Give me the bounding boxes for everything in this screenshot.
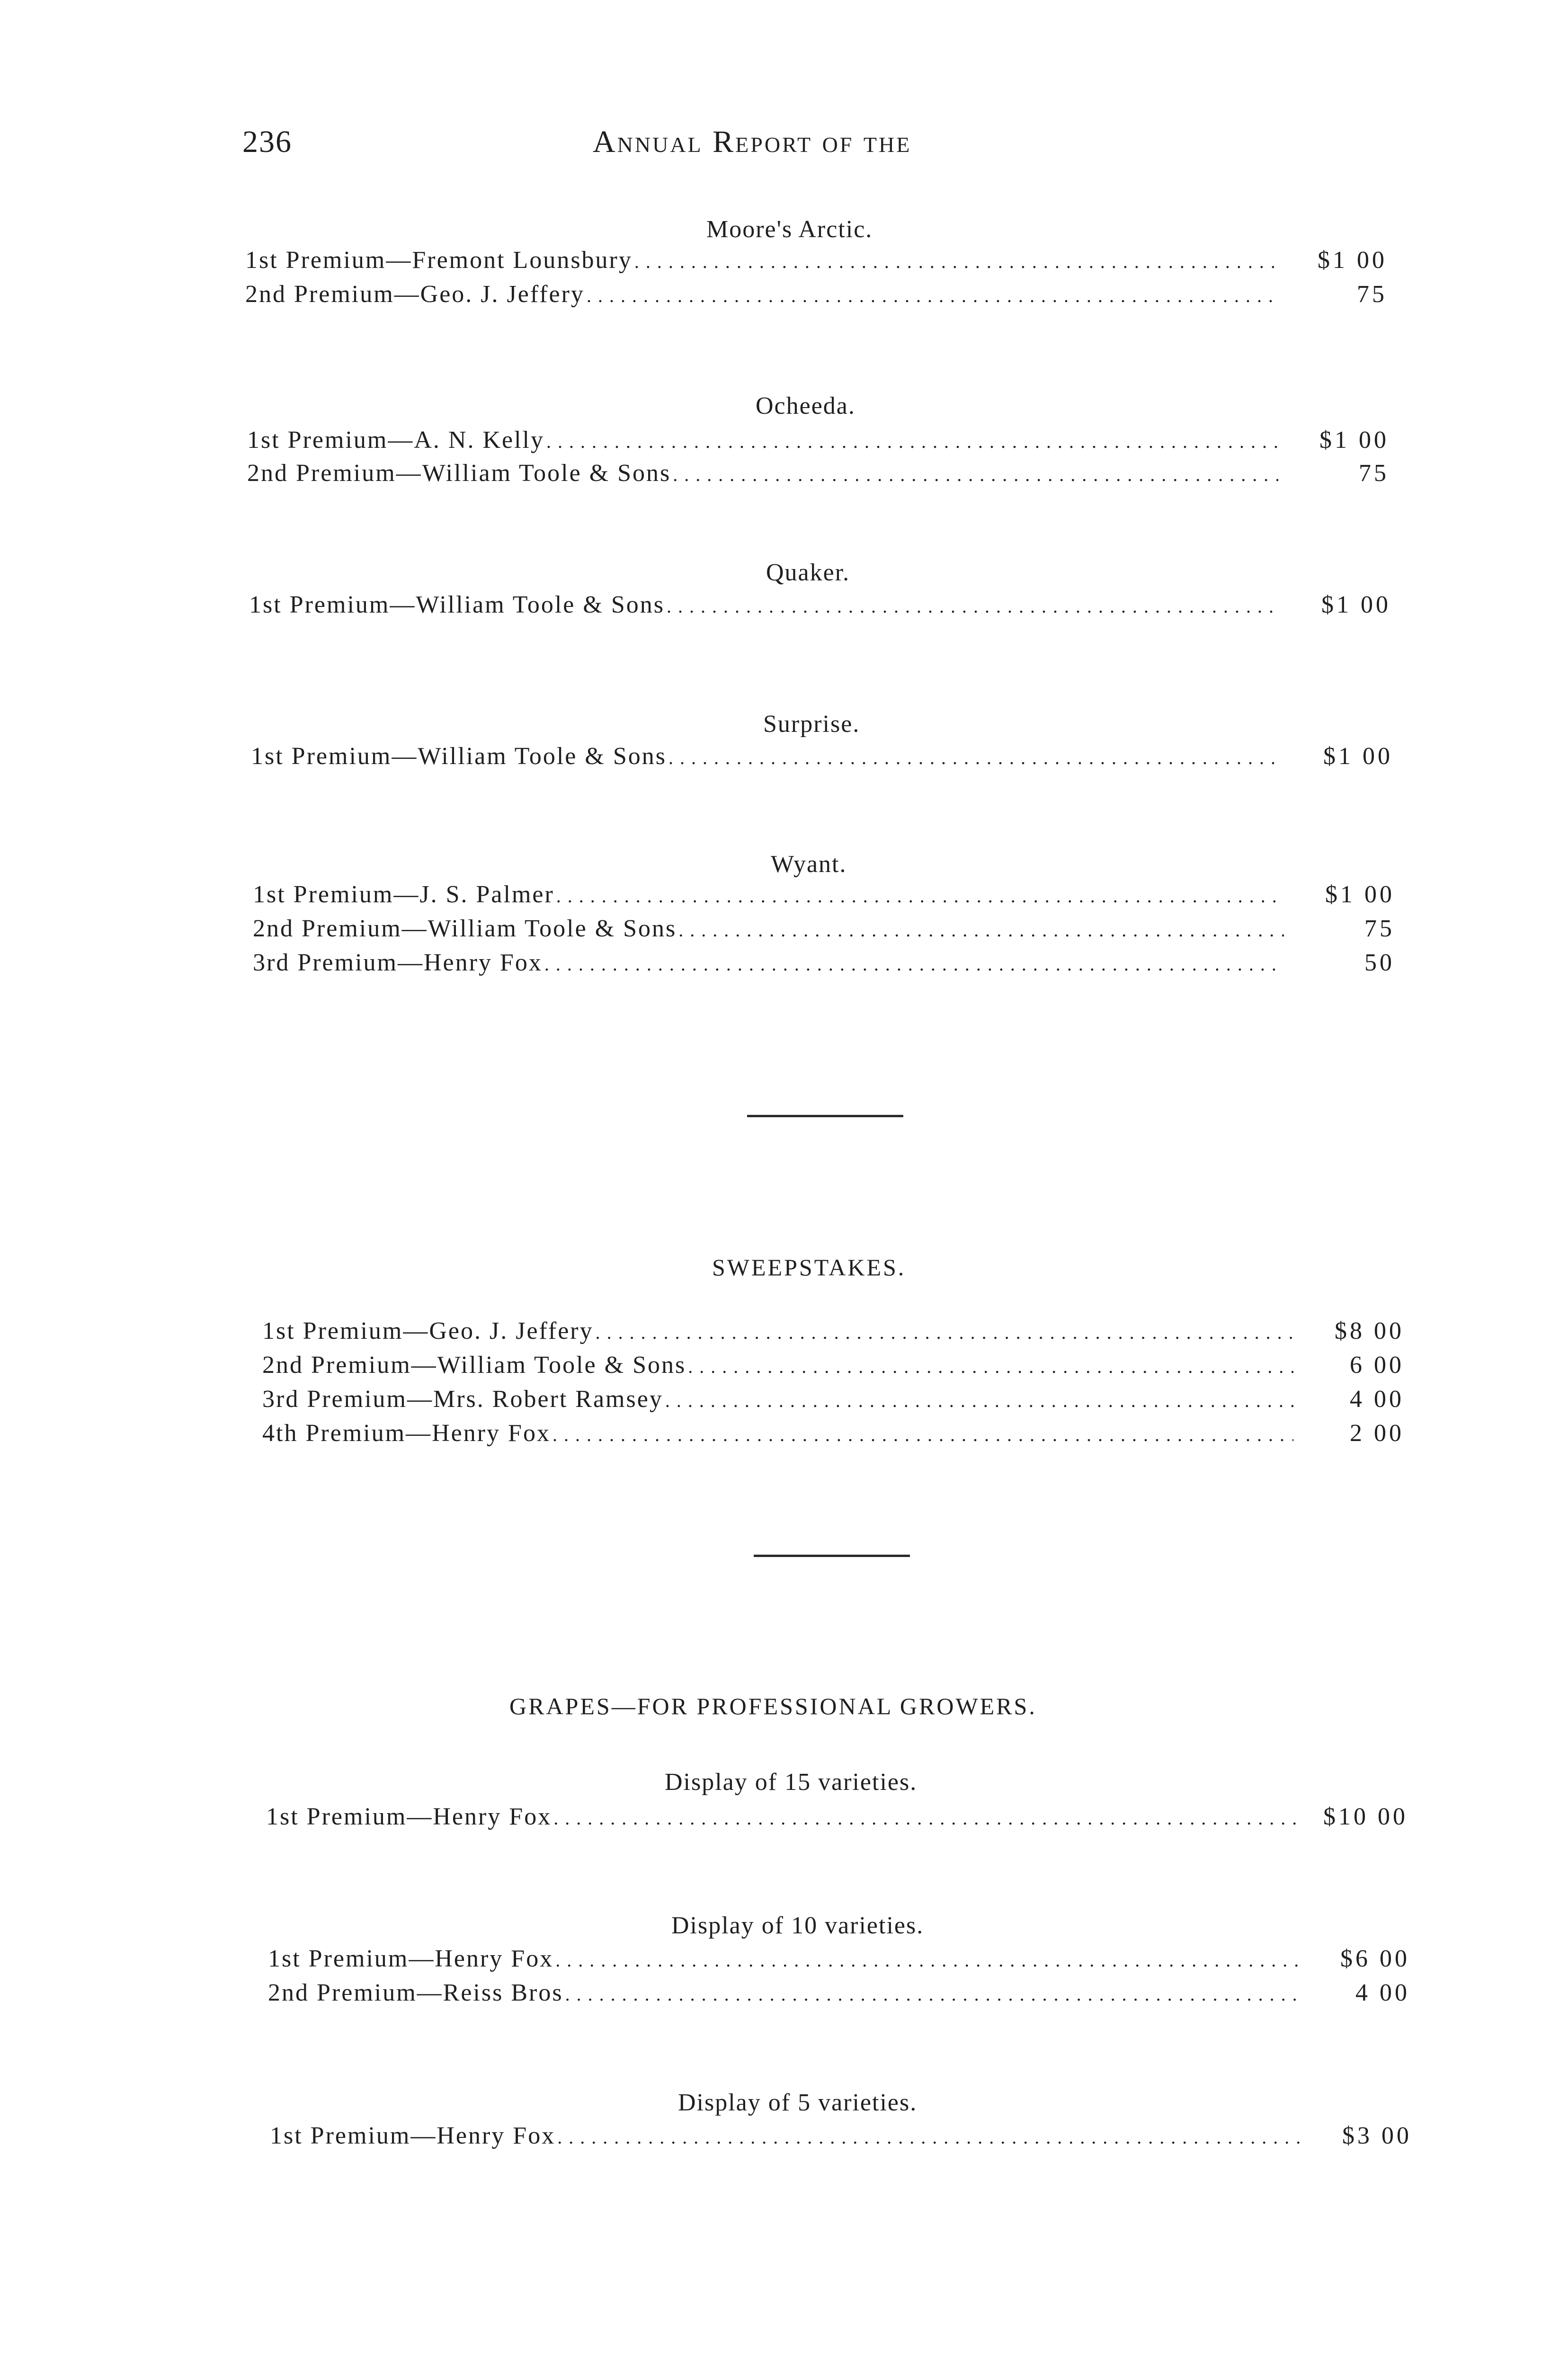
premium-row bbox=[268, 1945, 1410, 1978]
premium-amount: $1 00 bbox=[1321, 591, 1391, 618]
premium-row bbox=[245, 280, 1387, 313]
premium-label: 1st Premium—J. S. Palmer bbox=[253, 881, 554, 908]
leader-dots bbox=[668, 747, 1282, 769]
leader-dots bbox=[665, 1389, 1293, 1412]
premium-label: 1st Premium—Fremont Lounsbury bbox=[245, 247, 633, 274]
leader-dots bbox=[688, 1355, 1293, 1378]
leader-dots bbox=[673, 463, 1278, 486]
section-heading-moores-arctic: Moore's Arctic. bbox=[706, 216, 873, 243]
premium-row bbox=[247, 459, 1389, 492]
leader-dots bbox=[555, 1949, 1299, 1971]
premium-amount: 6 00 bbox=[1350, 1352, 1404, 1379]
premium-amount: $6 00 bbox=[1340, 1945, 1410, 1972]
leader-dots bbox=[634, 250, 1276, 273]
premium-amount: $3 00 bbox=[1342, 2122, 1412, 2149]
leader-dots bbox=[557, 2126, 1301, 2148]
premium-amount: $1 00 bbox=[1323, 743, 1393, 770]
premium-row bbox=[247, 426, 1389, 459]
premium-label: 2nd Premium—William Toole & Sons bbox=[262, 1352, 686, 1379]
premium-amount: 75 bbox=[1359, 460, 1389, 487]
premium-label: 2nd Premium—William Toole & Sons bbox=[247, 460, 671, 487]
premium-row bbox=[270, 2122, 1412, 2155]
premium-row bbox=[262, 1385, 1404, 1418]
premium-row bbox=[262, 1351, 1404, 1384]
section-heading-quaker: Quaker. bbox=[766, 559, 850, 586]
premium-amount: $1 00 bbox=[1319, 427, 1389, 454]
leader-dots bbox=[587, 285, 1276, 307]
premium-row bbox=[253, 915, 1395, 948]
premium-amount: $10 00 bbox=[1323, 1803, 1408, 1830]
premium-amount: $8 00 bbox=[1335, 1317, 1404, 1344]
premium-row bbox=[253, 949, 1395, 982]
leader-dots bbox=[667, 595, 1280, 617]
premium-label: 1st Premium—Henry Fox bbox=[268, 1945, 554, 1972]
premium-amount: 4 00 bbox=[1350, 1386, 1404, 1413]
section-divider bbox=[747, 1115, 903, 1117]
premium-amount: 75 bbox=[1357, 281, 1387, 308]
premium-row bbox=[268, 1979, 1410, 2012]
premium-amount: 4 00 bbox=[1355, 1979, 1410, 2006]
premium-amount: 50 bbox=[1364, 949, 1395, 976]
premium-row bbox=[262, 1419, 1404, 1452]
premium-label: 2nd Premium—Geo. J. Jeffery bbox=[245, 281, 585, 308]
premium-label: 1st Premium—Henry Fox bbox=[270, 2122, 556, 2149]
premium-label: 1st Premium—Henry Fox bbox=[266, 1803, 552, 1830]
leader-dots bbox=[546, 430, 1278, 453]
premium-label: 3rd Premium—Henry Fox bbox=[253, 949, 543, 976]
page-number: 236 bbox=[242, 125, 292, 159]
leader-dots bbox=[556, 885, 1284, 907]
section-heading-sweepstakes: SWEEPSTAKES. bbox=[712, 1254, 906, 1281]
leader-dots bbox=[553, 1807, 1297, 1829]
premium-label: 3rd Premium—Mrs. Robert Ramsey bbox=[262, 1386, 663, 1413]
subsection-heading-5-varieties: Display of 5 varieties. bbox=[678, 2089, 918, 2116]
premium-label: 1st Premium—William Toole & Sons bbox=[251, 743, 667, 770]
premium-amount: $1 00 bbox=[1318, 247, 1387, 274]
running-head: Annual Report of the bbox=[593, 125, 912, 159]
leader-dots bbox=[552, 1424, 1293, 1446]
premium-row bbox=[253, 881, 1395, 914]
premium-amount: 75 bbox=[1364, 915, 1395, 942]
premium-amount: 2 00 bbox=[1350, 1420, 1404, 1447]
section-heading-grapes: GRAPES—FOR PROFESSIONAL GROWERS. bbox=[509, 1693, 1037, 1719]
premium-label: 2nd Premium—William Toole & Sons bbox=[253, 915, 677, 942]
premium-row bbox=[249, 591, 1391, 624]
leader-dots bbox=[678, 919, 1284, 941]
premium-label: 1st Premium—Geo. J. Jeffery bbox=[262, 1317, 594, 1344]
leader-dots bbox=[565, 1983, 1299, 2005]
premium-amount: $1 00 bbox=[1325, 881, 1395, 908]
premium-label: 2nd Premium—Reiss Bros bbox=[268, 1979, 563, 2006]
page-header bbox=[242, 124, 1435, 167]
premium-row bbox=[262, 1317, 1404, 1350]
subsection-heading-10-varieties: Display of 10 varieties. bbox=[671, 1912, 924, 1939]
premium-label: 1st Premium—A. N. Kelly bbox=[247, 427, 544, 454]
premium-label: 1st Premium—William Toole & Sons bbox=[249, 591, 665, 618]
section-heading-surprise: Surprise. bbox=[763, 711, 860, 738]
premium-row bbox=[251, 742, 1393, 775]
leader-dots bbox=[544, 953, 1284, 975]
premium-row bbox=[266, 1803, 1408, 1836]
premium-label: 4th Premium—Henry Fox bbox=[262, 1420, 551, 1447]
premium-row bbox=[245, 246, 1387, 279]
section-heading-ocheeda: Ocheeda. bbox=[756, 392, 855, 419]
section-divider bbox=[754, 1555, 910, 1557]
section-heading-wyant: Wyant. bbox=[771, 851, 847, 878]
subsection-heading-15-varieties: Display of 15 varieties. bbox=[665, 1769, 918, 1796]
leader-dots bbox=[596, 1321, 1293, 1344]
